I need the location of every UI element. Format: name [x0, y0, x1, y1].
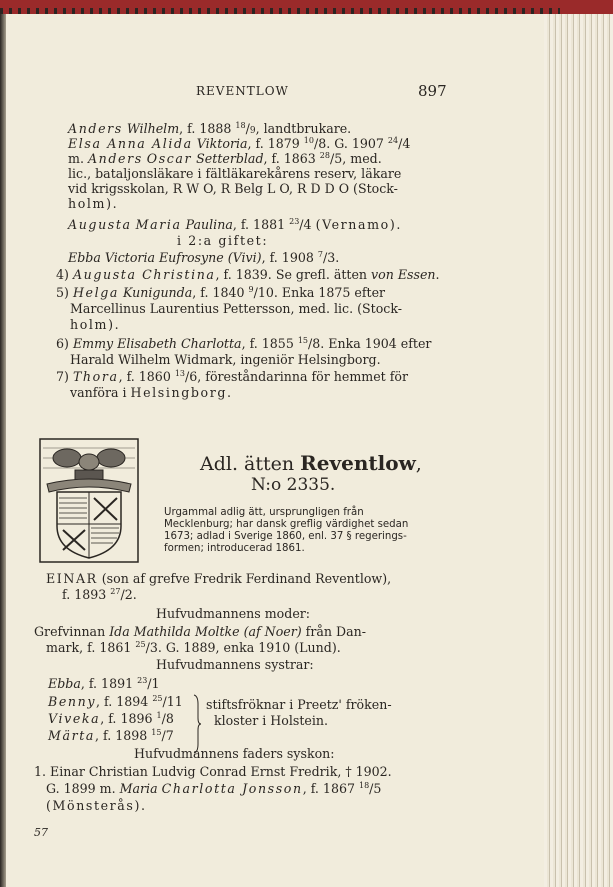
sister-viveka: Viveka, f. 1896 $^1$/8 — [48, 711, 174, 726]
entry-7-thora-2: vanföra i Helsingborg. — [70, 385, 232, 400]
entry-6-emmy-2: Harald Wilhelm Widmark, ingeniör Helsingborg. — [70, 352, 381, 367]
mother-line-2: mark, f. 1861 $^{25}$/3. G. 1889, enka 1910 (Lund). — [46, 640, 341, 655]
entry-4-augusta-christina: 4) Augusta Christina, f. 1839. Se grefl. ätten von Essen. — [56, 267, 440, 282]
entry-second-marriage: i 2:a giftet: — [177, 233, 269, 248]
sister-benny: Benny, f. 1894 $^{25}$/11 — [48, 694, 183, 709]
sister-marta: Märta, f. 1898 $^{15}$/7 — [48, 728, 174, 743]
page-stack-edge — [535, 14, 613, 887]
coat-of-arms-image — [39, 438, 139, 563]
page-number: 897 — [418, 82, 447, 100]
entry-7-thora: 7) Thora, f. 1860 $^{13}$/6, föreståndarinna för hemmet för — [56, 369, 408, 384]
sisters-brace — [192, 694, 202, 754]
mother-heading: Hufvudmannens moder: — [156, 606, 311, 621]
entry-elsa-2: m. Anders Oscar Setterblad, f. 1863 $^{28}$/5, med. — [68, 151, 382, 166]
entry-elsa-3: lic., bataljonsläkare i fältläkarekårens reserv, läkare — [68, 166, 402, 181]
entry-6-emmy: 6) Emmy Elisabeth Charlotta, f. 1855 $^{15}$/8. Enka 1904 efter — [56, 336, 432, 351]
signature-mark: 57 — [34, 826, 48, 839]
family-number: N:o 2335. — [251, 475, 336, 495]
family-name: Reventlow — [300, 451, 416, 475]
uncle-line-2: G. 1899 m. Maria Charlotta Jonsson, f. 1867 $^{18}$/5 — [46, 781, 382, 796]
uncle-line-3: (Mönsterås). — [46, 798, 147, 813]
uncle-line-1: 1. Einar Christian Ludvig Conrad Ernst Fredrik, † 1902. — [34, 764, 392, 779]
entry-5-helga-3: holm). — [70, 317, 121, 332]
page-header — [6, 84, 544, 104]
sisters-note-2: kloster i Holstein. — [214, 713, 328, 728]
family-description-3: 1673; adlad i Sverige 1860, enl. 37 § regerings- — [164, 531, 407, 542]
entry-elsa-5: holm). — [68, 196, 119, 211]
entry-ebba-victoria: Ebba Victoria Eufrosyne (Vivi), f. 1908 $^7$/3. — [68, 250, 340, 265]
family-description-1: Urgammal adlig ätt, ursprungligen från — [164, 507, 364, 518]
entry-augusta: Augusta Maria Paulina, f. 1881 $^{23}$/4 (Vernamo). — [68, 217, 401, 232]
einar-line-1: EINAR (son af grefve Fredrik Ferdinand Reventlow), — [46, 571, 392, 586]
sister-ebba: Ebba, f. 1891 $^{23}$/1 — [48, 676, 160, 691]
sisters-heading: Hufvudmannens systrar: — [156, 657, 314, 672]
uncles-heading: Hufvudmannens faders syskon: — [134, 746, 335, 761]
entry-5-helga: 5) Helga Kunigunda, f. 1840 $^9$/10. Enka 1875 efter — [56, 285, 386, 300]
book-page — [6, 14, 544, 887]
mother-line-1: Grefvinnan Ida Mathilda Moltke (af Noer) från Dan- — [34, 624, 366, 639]
sisters-note-1: stiftsfröknar i Preetz' fröken- — [206, 697, 392, 712]
entry-5-helga-2: Marcellinus Laurentius Pettersson, med. lic. (Stock- — [70, 301, 402, 316]
entry-anders: Anders Wilhelm, f. 1888 $^{18}$/9, landtbrukare. — [68, 121, 352, 136]
entry-elsa-4: vid krigsskolan, R W O, R Belg L O, R D D O (Stock- — [68, 181, 398, 196]
family-description-2: Mecklenburg; har dansk greflig värdighet sedan — [164, 519, 409, 530]
running-title: REVENTLOW — [196, 84, 289, 98]
family-description-4: formen; introducerad 1861. — [164, 543, 305, 554]
family-title: Adl. ätten Reventlow, — [200, 451, 422, 475]
entry-elsa: Elsa Anna Alida Viktoria, f. 1879 $^{10}$/8. G. 1907 $^{24}$/4 — [68, 136, 411, 151]
einar-line-2: f. 1893 $^{27}$/2. — [62, 587, 137, 602]
